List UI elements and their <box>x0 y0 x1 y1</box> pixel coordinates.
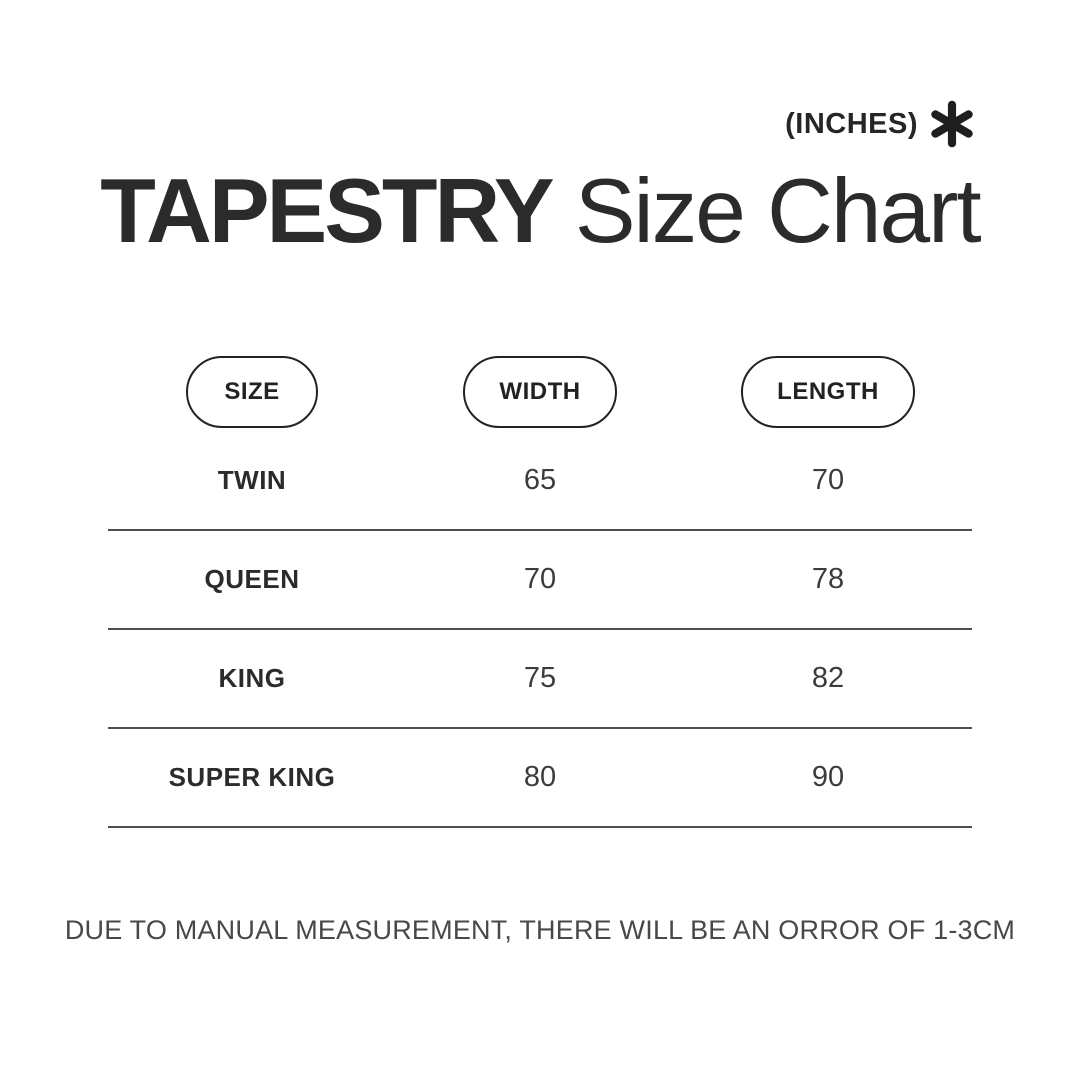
measurement-disclaimer: DUE TO MANUAL MEASUREMENT, THERE WILL BE AN ORROR OF 1-3CM <box>64 915 1016 945</box>
column-header-size <box>186 356 318 428</box>
size-cell: TWIN <box>217 465 287 495</box>
length-cell: 78 <box>811 563 845 595</box>
page-title-brand: TAPESTRY <box>100 161 552 262</box>
width-cell: 75 <box>523 662 557 694</box>
column-header-size-label: SIZE <box>224 378 280 405</box>
column-header-width-label: WIDTH <box>499 378 581 405</box>
table-row-super-king <box>108 729 972 828</box>
table-header-row <box>108 356 972 428</box>
table-row-queen <box>108 531 972 630</box>
column-header-length <box>741 356 915 428</box>
width-cell: 80 <box>523 761 557 793</box>
units-label: (INCHES) <box>785 107 918 140</box>
length-cell: 90 <box>811 761 845 793</box>
size-cell: SUPER KING <box>168 762 336 792</box>
page-title-rest: Size Chart <box>551 161 980 262</box>
table-row-twin <box>108 432 972 531</box>
size-cell: QUEEN <box>204 564 300 594</box>
length-cell: 70 <box>811 464 845 496</box>
page-title <box>0 162 1080 262</box>
size-table <box>108 432 972 828</box>
width-cell: 70 <box>523 563 557 595</box>
length-cell: 82 <box>811 662 845 694</box>
size-cell: KING <box>218 663 286 693</box>
column-header-width <box>463 356 616 428</box>
width-cell: 65 <box>523 464 557 496</box>
units-annotation <box>785 100 976 148</box>
asterisk-icon <box>928 100 976 148</box>
column-header-length-label: LENGTH <box>777 378 879 405</box>
table-row-king <box>108 630 972 729</box>
